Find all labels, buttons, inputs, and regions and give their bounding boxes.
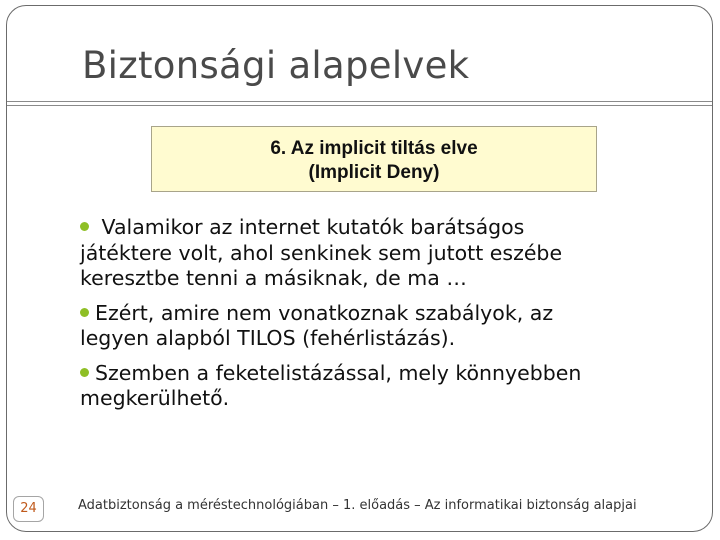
bullet-item-3 [80, 361, 670, 412]
bullet-3-line-2: megkerülhető. [80, 386, 230, 410]
bullet-1-line-3: keresztbe tenni a másiknak, de ma … [80, 266, 467, 290]
bullet-list [80, 215, 670, 421]
slide-title: Biztonsági alapelvek [82, 44, 470, 87]
bullet-1-line-1: Valamikor az internet kutatók barátságos [101, 215, 525, 239]
bullet-icon [80, 308, 89, 317]
bullet-2-line-1: Ezért, amire nem vonatkoznak szabályok, az [95, 300, 554, 325]
footer-text: Adatbiztonság a méréstechnológiában – 1. előadás – Az informatikai biztonság alapjai [78, 498, 637, 513]
principle-callout-box [151, 126, 597, 192]
bullet-1-line-2: játéktere volt, ahol senkinek sem jutott eszébe [80, 240, 563, 265]
bullet-item-1 [80, 215, 670, 292]
bullet-icon [80, 222, 89, 231]
callout-line-1: 6. Az implicit tiltás elve [270, 138, 478, 159]
slide-number: 24 [13, 496, 44, 522]
bullet-item-2 [80, 301, 670, 352]
bullet-3-line-1: Szemben a feketelistázással, mely könnyebben [95, 360, 582, 385]
bullet-icon [80, 368, 89, 377]
bullet-2-line-2: legyen alapból TILOS (fehérlistázás). [80, 326, 456, 350]
callout-line-2: (Implicit Deny) [308, 162, 440, 183]
title-divider [7, 101, 712, 106]
